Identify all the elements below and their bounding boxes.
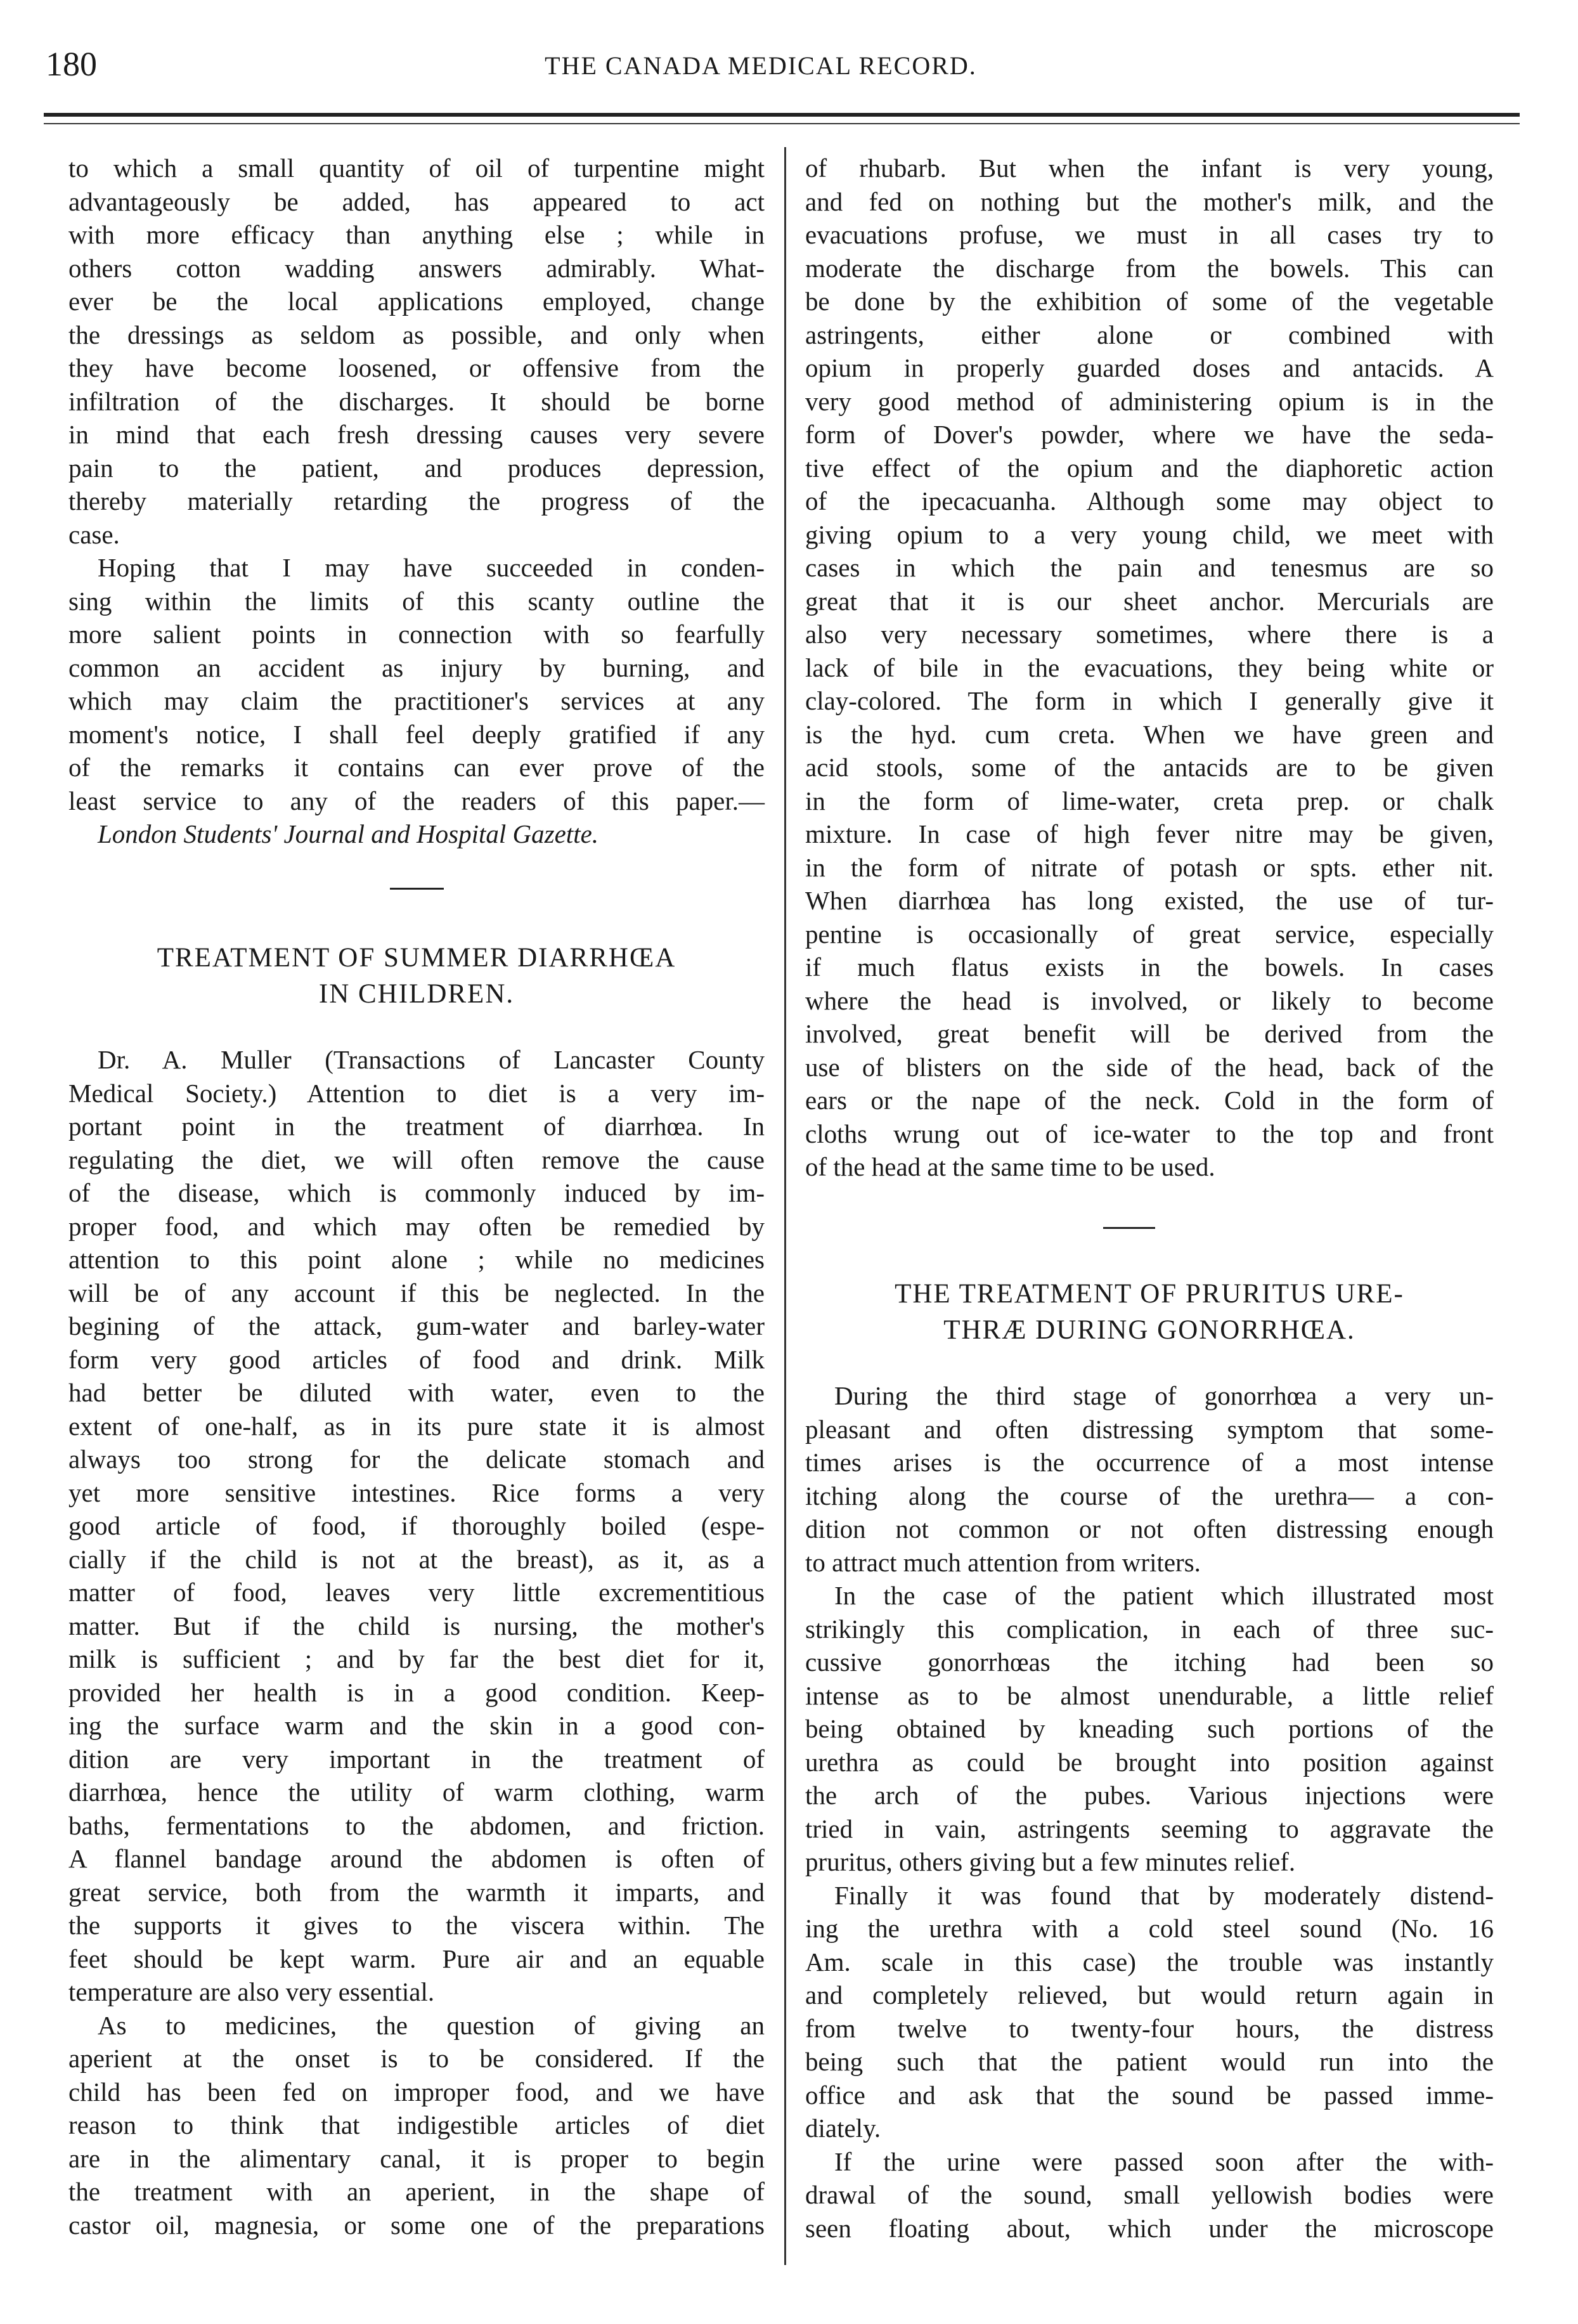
- text-line: if much flatus exists in the bowels. In cases: [805, 952, 1494, 982]
- text-line: giving opium to a very young child, we meet with: [805, 519, 1494, 549]
- text-line: times arises is the occurrence of a most intense: [805, 1448, 1494, 1477]
- article-heading-summer-diarrhoea: [68, 940, 765, 1012]
- text-line: As to medicines, the question of giving an: [98, 2010, 765, 2040]
- text-line: drawal of the sound, small yellowish bodies were: [805, 2180, 1494, 2209]
- text-line: provided her health is in a good condition. Keep-: [68, 1677, 765, 1707]
- paragraph: [805, 2145, 1494, 2245]
- paragraph: [805, 1579, 1494, 1879]
- text-line: regulating the diet, we will often remove the cause: [68, 1145, 765, 1174]
- section-rule: [1103, 1227, 1155, 1229]
- text-line: they have become loosened, or offensive from the: [68, 353, 765, 382]
- text-line: the dressings as seldom as possible, and only when: [68, 320, 765, 349]
- text-line: with more efficacy than anything else ; while in: [68, 220, 765, 249]
- text-line: yet more sensitive intestines. Rice forms a very: [68, 1477, 765, 1507]
- text-line: be done by the exhibition of some of the vegetable: [805, 287, 1494, 316]
- text-line: in mind that each fresh dressing causes very severe: [68, 420, 765, 449]
- text-line: diately.: [805, 2113, 881, 2143]
- text-line: tive effect of the opium and the diaphoretic action: [805, 453, 1494, 483]
- text-line: matter. But if the child is nursing, the mother's: [68, 1611, 765, 1640]
- text-line: milk is sufficient ; and by far the best diet for it,: [68, 1644, 765, 1673]
- text-line: of the head at the same time to be used.: [805, 1152, 1215, 1181]
- text-line: ever be the local applications employed, change: [68, 287, 765, 316]
- heading-line: TREATMENT OF SUMMER DIARRHŒA: [157, 943, 676, 973]
- text-line: the arch of the pubes. Various injections were: [805, 1781, 1494, 1810]
- text-line: great service, both from the warmth it imparts, and: [68, 1877, 765, 1907]
- text-line: to attract much attention from writers.: [805, 1547, 1201, 1577]
- text-line: Finally it was found that by moderately distend-: [834, 1880, 1494, 1910]
- text-line: use of blisters on the side of the head, back of the: [805, 1052, 1494, 1082]
- text-flow: [68, 152, 765, 817]
- text-line: and fed on nothing but the mother's milk, and the: [805, 186, 1494, 216]
- text-line: and completely relieved, but would return again in: [805, 1980, 1494, 2009]
- text-line: During the third stage of gonorrhœa a very un-: [834, 1381, 1494, 1410]
- text-line: mixture. In case of high fever nitre may be given,: [805, 819, 1494, 848]
- text-line: intense as to be almost unendurable, a little relief: [805, 1680, 1494, 1710]
- article-heading-pruritus: [805, 1276, 1494, 1348]
- text-line: pain to the patient, and produces depression,: [68, 453, 765, 483]
- text-line: form of Dover's powder, where we have the seda-: [805, 420, 1494, 449]
- text-line: always too strong for the delicate stomach and: [68, 1444, 765, 1474]
- text-line: proper food, and which may often be remedied by: [68, 1211, 765, 1241]
- running-title: THE CANADA MEDICAL RECORD.: [545, 51, 977, 80]
- text-line: seen floating about, which under the microscope: [805, 2213, 1494, 2243]
- text-line: In the case of the patient which illustrated most: [834, 1581, 1494, 1610]
- heading-line: THRÆ DURING GONORRHŒA.: [943, 1315, 1355, 1345]
- text-line: cially if the child is not at the breast), as it, as a: [68, 1544, 765, 1574]
- right-column-top: [805, 152, 1494, 1184]
- text-line: will be of any account if this be neglected. In the: [68, 1278, 765, 1308]
- column-divider: [784, 147, 786, 2265]
- section-rule: [390, 888, 444, 890]
- text-line: in the form of lime-water, creta prep. or chalk: [805, 786, 1494, 815]
- text-line: great that it is our sheet anchor. Mercurials are: [805, 586, 1494, 616]
- text-line: ears or the nape of the neck. Cold in the form of: [805, 1086, 1494, 1115]
- text-line: ing the surface warm and the skin in a good con-: [68, 1711, 765, 1740]
- text-line: least service to any of the readers of this paper.—: [68, 786, 765, 815]
- text-line: common an accident as injury by burning, and: [68, 652, 765, 682]
- text-line: of the disease, which is commonly induced by im-: [68, 1178, 765, 1207]
- text-line: sing within the limits of this scanty outline the: [68, 586, 765, 616]
- text-line: child has been fed on improper food, and we have: [68, 2077, 765, 2107]
- text-line: Dr. A. Muller (Transactions of Lancaster County: [98, 1045, 765, 1074]
- text-line: evacuations profuse, we must in all cases try to: [805, 220, 1494, 249]
- article-body-pruritus: [805, 1379, 1494, 2245]
- text-line: also very necessary sometimes, where there is a: [805, 620, 1494, 649]
- text-line: matter of food, leaves very little excrementitious: [68, 1578, 765, 1607]
- text-line: aperient at the onset is to be considered. If the: [68, 2044, 765, 2073]
- text-line: pruritus, others giving but a few minutes relief.: [805, 1847, 1296, 1876]
- text-line: portant point in the treatment of diarrhœa. In: [68, 1112, 765, 1141]
- text-line: ing the urethra with a cold steel sound (No. 16: [805, 1914, 1494, 1943]
- text-line: cussive gonorrhœas the itching had been so: [805, 1647, 1494, 1677]
- text-line: of the ipecacuanha. Although some may object to: [805, 486, 1494, 516]
- text-line: If the urine were passed soon after the with-: [834, 2146, 1494, 2176]
- header-rule-thin: [44, 123, 1520, 124]
- text-line: involved, great benefit will be derived from the: [805, 1019, 1494, 1048]
- text-line: is the hyd. cum creta. When we have green and: [805, 719, 1494, 749]
- text-flow: [805, 1379, 1494, 2245]
- text-line: pleasant and often distressing symptom that some-: [805, 1414, 1494, 1444]
- text-line: infiltration of the discharges. It should be borne: [68, 386, 765, 416]
- text-line: more salient points in connection with so fearfully: [68, 620, 765, 649]
- text-line: astringents, either alone or combined with: [805, 320, 1494, 349]
- text-line: clay-colored. The form in which I generally give it: [805, 686, 1494, 715]
- text-line: cloths wrung out of ice-water to the top and front: [805, 1119, 1494, 1148]
- text-line: the supports it gives to the viscera within. The: [68, 1911, 765, 1940]
- text-line: good article of food, if thoroughly boiled (espe-: [68, 1511, 765, 1540]
- text-line: itching along the course of the urethra— a con-: [805, 1481, 1494, 1510]
- text-line: office and ask that the sound be passed imme-: [805, 2080, 1494, 2110]
- text-line: thereby materially retarding the progress of the: [68, 486, 765, 516]
- text-line: castor oil, magnesia, or some one of the preparations: [68, 2210, 765, 2240]
- text-line: are in the alimentary canal, it is proper to begin: [68, 2143, 765, 2173]
- text-line: baths, fermentations to the abdomen, and friction.: [68, 1810, 765, 1840]
- text-line: cases in which the pain and tenesmus are so: [805, 553, 1494, 582]
- text-line: feet should be kept warm. Pure air and an equable: [68, 1944, 765, 1973]
- text-line: of rhubarb. But when the infant is very young,: [805, 153, 1494, 183]
- text-line: dition not common or not often distressing enough: [805, 1514, 1494, 1543]
- text-line: in the form of nitrate of potash or spts. ether nit.: [805, 852, 1494, 882]
- text-line: of the remarks it contains can ever prove of the: [68, 753, 765, 782]
- text-line: extent of one-half, as in its pure state it is almost: [68, 1411, 765, 1441]
- text-line: moment's notice, I shall feel deeply gratified if any: [68, 719, 765, 749]
- text-line: form very good articles of food and drink. Milk: [68, 1344, 765, 1374]
- text-line: which may claim the practitioner's services at any: [68, 686, 765, 715]
- text-line: being obtained by kneading such portions of the: [805, 1714, 1494, 1743]
- text-line: lack of bile in the evacuations, they being white or: [805, 652, 1494, 682]
- text-line: urethra as could be brought into position against: [805, 1747, 1494, 1777]
- text-line: moderate the discharge from the bowels. This can: [805, 253, 1494, 283]
- text-line: When diarrhœa has long existed, the use of tur-: [805, 886, 1494, 915]
- text-flow: [805, 152, 1494, 1184]
- text-line: had better be diluted with water, even to the: [68, 1378, 765, 1407]
- text-line: reason to think that indigestible articles of diet: [68, 2110, 765, 2139]
- text-line: where the head is involved, or likely to become: [805, 985, 1494, 1015]
- text-line: advantageously be added, has appeared to act: [68, 186, 765, 216]
- text-line: very good method of administering opium is in the: [805, 386, 1494, 416]
- article-body-summer-diarrhoea: [68, 1043, 765, 2242]
- text-line: pentine is occasionally of great service, especially: [805, 919, 1494, 949]
- text-line: the treatment with an aperient, in the shape of: [68, 2177, 765, 2206]
- text-flow: [68, 1043, 765, 2242]
- text-line: case.: [68, 519, 120, 549]
- source-citation: London Students' Journal and Hospital Gazette.: [98, 819, 599, 848]
- text-line: A flannel bandage around the abdomen is often of: [68, 1844, 765, 1873]
- left-column-top: [68, 152, 765, 851]
- text-line: tried in vain, astringents seeming to aggravate the: [805, 1814, 1494, 1843]
- text-line: acid stools, some of the antacids are to be given: [805, 753, 1494, 782]
- paragraph: [805, 152, 1494, 1184]
- text-line: diarrhœa, hence the utility of warm clothing, warm: [68, 1777, 765, 1807]
- text-line: begining of the attack, gum-water and barley-water: [68, 1311, 765, 1341]
- text-line: Am. scale in this case) the trouble was instantly: [805, 1947, 1494, 1977]
- page-number: 180: [46, 45, 97, 83]
- heading-line: IN CHILDREN.: [318, 979, 515, 1009]
- text-line: others cotton wadding answers admirably. What-: [68, 253, 765, 283]
- paragraph: [805, 1379, 1494, 1579]
- text-line: being such that the patient would run into the: [805, 2047, 1494, 2076]
- heading-line: THE TREATMENT OF PRURITUS URE-: [895, 1279, 1404, 1309]
- text-line: dition are very important in the treatment of: [68, 1744, 765, 1774]
- paragraph: [68, 1043, 765, 2009]
- text-line: strikingly this complication, in each of three suc-: [805, 1614, 1494, 1644]
- text-line: attention to this point alone ; while no medicines: [68, 1245, 765, 1274]
- text-line: Medical Society.) Attention to diet is a very im-: [68, 1078, 765, 1108]
- text-line: to which a small quantity of oil of turpentine might: [68, 153, 765, 183]
- paragraph: [68, 152, 765, 551]
- header-rule-thick: [44, 113, 1520, 117]
- text-line: temperature are also very essential.: [68, 1977, 435, 2006]
- paragraph: [805, 1879, 1494, 2145]
- paragraph: [68, 551, 765, 817]
- text-line: opium in properly guarded doses and antacids. A: [805, 353, 1494, 382]
- text-line: Hoping that I may have succeeded in conden-: [98, 553, 765, 582]
- paragraph: [68, 2009, 765, 2242]
- text-line: from twelve to twenty-four hours, the distress: [805, 2013, 1494, 2043]
